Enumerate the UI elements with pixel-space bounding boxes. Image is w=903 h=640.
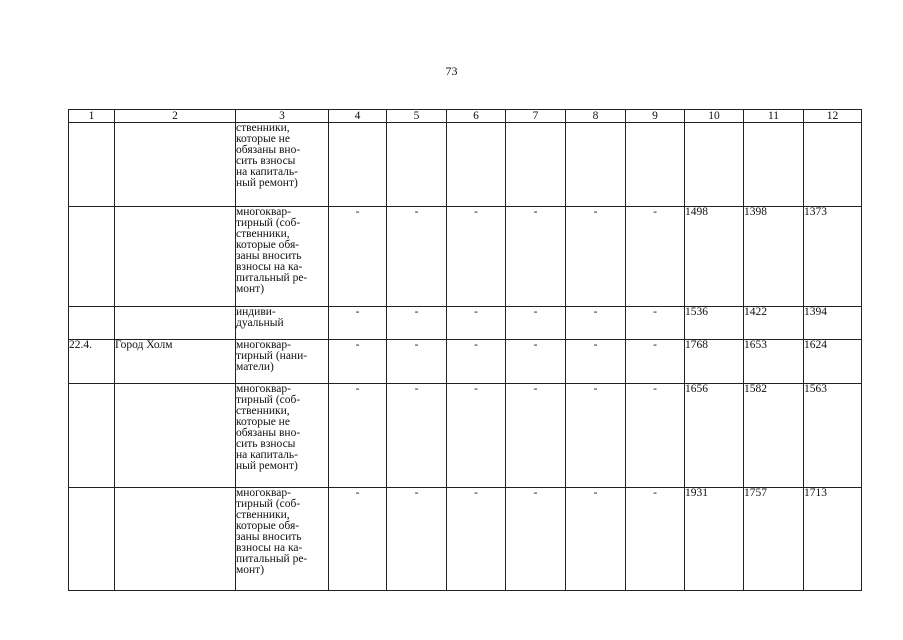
column-header: 7: [506, 110, 566, 123]
tariff-value-cell: 1931: [685, 488, 744, 591]
row-number-cell: [69, 207, 115, 307]
housing-type-cell: [236, 340, 329, 384]
housing-type-line: многоквар-: [236, 487, 291, 499]
column-header: 11: [744, 110, 804, 123]
housing-type-cell: [236, 207, 329, 307]
housing-type-line: сить взносы: [236, 438, 296, 450]
empty-value-cell: -: [626, 340, 685, 384]
tariff-value-cell: 1768: [685, 340, 744, 384]
column-header: 5: [387, 110, 447, 123]
tariff-value-cell: 1398: [744, 207, 804, 307]
empty-value-cell: -: [506, 207, 566, 307]
row-number-cell: 22.4.: [69, 340, 115, 384]
housing-type-line: матели): [236, 361, 274, 373]
housing-type-cell: [236, 384, 329, 488]
housing-type-line: питальный ре-: [236, 272, 308, 284]
empty-value-cell: -: [566, 207, 626, 307]
empty-value-cell: -: [329, 384, 387, 488]
tariff-value-cell: 1536: [685, 307, 744, 340]
row-number-cell: [69, 384, 115, 488]
housing-type-line: ственники,: [236, 509, 290, 521]
housing-type-line: которые обя-: [236, 239, 300, 251]
tariff-value-cell: [804, 123, 862, 207]
housing-type-line: которые не: [236, 133, 290, 145]
settlement-name-cell: Город Холм: [115, 340, 236, 384]
housing-type-line: индиви-: [236, 306, 276, 318]
empty-value-cell: -: [447, 340, 506, 384]
housing-type-line: заны вносить: [236, 531, 302, 543]
tariff-value-cell: 1394: [804, 307, 862, 340]
empty-value-cell: -: [387, 384, 447, 488]
housing-type-line: которые обя-: [236, 520, 300, 532]
tariff-value-cell: 1656: [685, 384, 744, 488]
housing-type-line: сить взносы: [236, 155, 296, 167]
tariff-value-cell: 1498: [685, 207, 744, 307]
column-header: 4: [329, 110, 387, 123]
housing-type-line: ственники,: [236, 122, 290, 134]
empty-value-cell: -: [566, 340, 626, 384]
tariff-value-cell: 1713: [804, 488, 862, 591]
housing-type-line: многоквар-: [236, 339, 291, 351]
empty-value-cell: -: [329, 340, 387, 384]
housing-type-line: тирный (соб-: [236, 498, 301, 510]
empty-value-cell: -: [626, 307, 685, 340]
tariff-value-cell: 1563: [804, 384, 862, 488]
empty-value-cell: -: [566, 307, 626, 340]
table-row: [69, 488, 862, 591]
empty-value-cell: -: [387, 488, 447, 591]
table-body: [69, 123, 862, 591]
empty-value-cell: -: [626, 384, 685, 488]
housing-type-line: обязаны вно-: [236, 427, 301, 439]
table-row: [69, 384, 862, 488]
empty-value-cell: -: [626, 488, 685, 591]
empty-value-cell: -: [506, 488, 566, 591]
housing-type-line: ный ремонт): [236, 460, 298, 472]
empty-value-cell: -: [447, 307, 506, 340]
table-row: [69, 307, 862, 340]
housing-type-line: ственники,: [236, 228, 290, 240]
column-header: 10: [685, 110, 744, 123]
housing-type-line: взносы на ка-: [236, 542, 303, 554]
empty-value-cell: [626, 123, 685, 207]
tariff-table: [68, 109, 862, 591]
empty-value-cell: -: [387, 307, 447, 340]
column-header: 2: [115, 110, 236, 123]
housing-type-line: на капиталь-: [236, 449, 298, 461]
column-header: 9: [626, 110, 685, 123]
housing-type-line: обязаны вно-: [236, 144, 301, 156]
housing-type-line: заны вносить: [236, 250, 302, 262]
empty-value-cell: [447, 123, 506, 207]
tariff-value-cell: 1373: [804, 207, 862, 307]
empty-value-cell: -: [566, 384, 626, 488]
settlement-name-cell: [115, 307, 236, 340]
housing-type-cell: [236, 307, 329, 340]
housing-type-line: ственники,: [236, 405, 290, 417]
tariff-value-cell: 1582: [744, 384, 804, 488]
housing-type-line: многоквар-: [236, 206, 291, 218]
tariff-value-cell: [685, 123, 744, 207]
empty-value-cell: -: [329, 307, 387, 340]
column-header: 1: [69, 110, 115, 123]
empty-value-cell: -: [329, 488, 387, 591]
tariff-value-cell: 1422: [744, 307, 804, 340]
settlement-name-cell: [115, 123, 236, 207]
empty-value-cell: -: [447, 207, 506, 307]
column-header: 8: [566, 110, 626, 123]
empty-value-cell: -: [506, 340, 566, 384]
table-row: [69, 340, 862, 384]
housing-type-line: тирный (соб-: [236, 394, 301, 406]
housing-type-line: ный ремонт): [236, 177, 298, 189]
empty-value-cell: -: [447, 488, 506, 591]
housing-type-cell: [236, 123, 329, 207]
empty-value-cell: [566, 123, 626, 207]
table-row: [69, 123, 862, 207]
housing-type-line: многоквар-: [236, 383, 291, 395]
housing-type-line: монт): [236, 283, 265, 295]
empty-value-cell: [506, 123, 566, 207]
row-number-cell: [69, 307, 115, 340]
empty-value-cell: -: [626, 207, 685, 307]
tariff-value-cell: 1624: [804, 340, 862, 384]
empty-value-cell: -: [387, 207, 447, 307]
settlement-name-cell: [115, 207, 236, 307]
empty-value-cell: -: [506, 384, 566, 488]
housing-type-line: монт): [236, 564, 265, 576]
tariff-value-cell: 1653: [744, 340, 804, 384]
column-header: 6: [447, 110, 506, 123]
tariff-value-cell: [744, 123, 804, 207]
settlement-name-cell: [115, 384, 236, 488]
page-number: 73: [445, 64, 458, 78]
row-number-cell: [69, 123, 115, 207]
empty-value-cell: -: [447, 384, 506, 488]
housing-type-line: дуальный: [236, 317, 284, 329]
column-header: 12: [804, 110, 862, 123]
table-row: [69, 207, 862, 307]
empty-value-cell: -: [329, 207, 387, 307]
empty-value-cell: [329, 123, 387, 207]
column-header: 3: [236, 110, 329, 123]
housing-type-line: которые не: [236, 416, 290, 428]
housing-type-line: на капиталь-: [236, 166, 298, 178]
empty-value-cell: -: [506, 307, 566, 340]
empty-value-cell: -: [387, 340, 447, 384]
housing-type-line: тирный (соб-: [236, 217, 301, 229]
housing-type-line: тирный (нани-: [236, 350, 308, 362]
column-number-row: [69, 110, 862, 123]
housing-type-line: питальный ре-: [236, 553, 308, 565]
housing-type-line: взносы на ка-: [236, 261, 303, 273]
settlement-name-cell: [115, 488, 236, 591]
empty-value-cell: -: [566, 488, 626, 591]
housing-type-cell: [236, 488, 329, 591]
tariff-value-cell: 1757: [744, 488, 804, 591]
row-number-cell: [69, 488, 115, 591]
empty-value-cell: [387, 123, 447, 207]
